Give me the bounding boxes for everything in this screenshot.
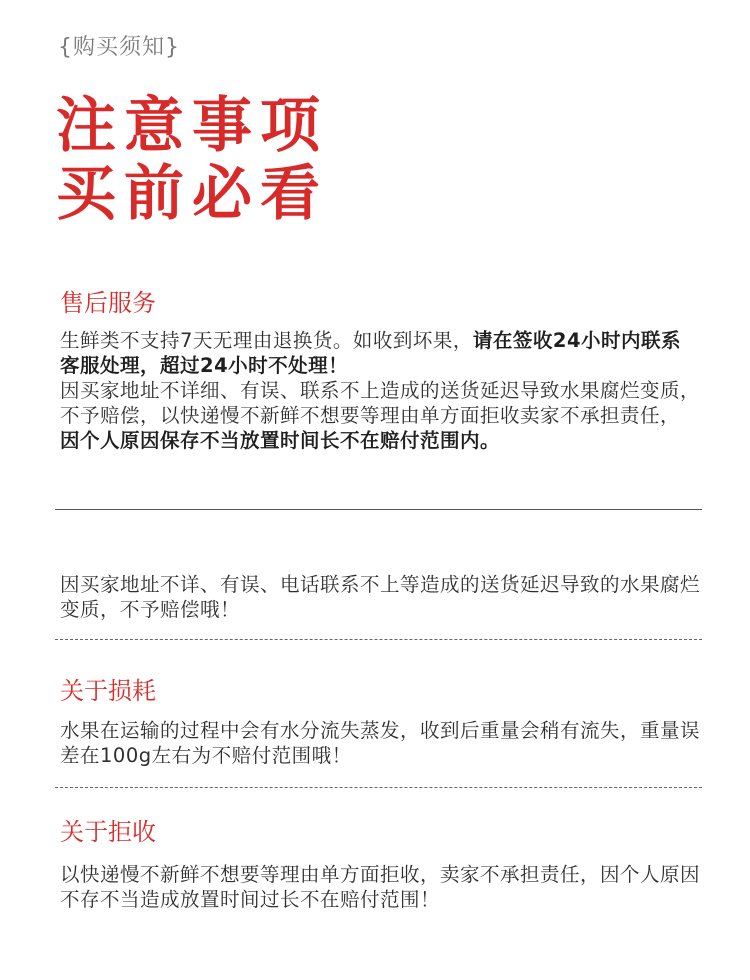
after-sales-paragraph-1 [60,328,700,378]
headline-line-1: 注意事项 [56,91,328,161]
after-sales-p1-text: 生鲜类不支持7天无理由退换货。如收到坏果， [60,329,473,352]
section-title-loss: 关于损耗 [60,677,156,705]
section-title-rejection: 关于拒收 [60,818,156,846]
rejection-text: 以快递慢不新鲜不想要等理由单方面拒收，卖家不承担责任，因个人原因不存不当造成放置时间过长不在赔付范围！ [60,863,701,911]
delivery-notice-text: 因买家地址不详、有误、电话联系不上等造成的送货延迟导致的水果腐烂变质，不予赔偿哦！ [60,573,701,621]
section-title-after-sales: 售后服务 [60,289,156,317]
section-divider-dashed-2 [55,787,702,788]
after-sales-p1-emphasis: 请在签收24小时内联系客服处理，超过24小时不处理！ [60,329,682,377]
after-sales-p2-emphasis: 因个人原因保存不当放置时间长不在赔付范围内。 [60,429,501,452]
after-sales-paragraph-2 [60,378,700,453]
section-divider-solid [55,509,702,510]
headline-line-2: 买前必看 [56,159,328,229]
loss-text: 水果在运输的过程中会有水分流失蒸发，收到后重量会稍有流失，重量误差在100g左右为不赔付范围哦！ [60,719,701,767]
section-divider-dashed-1 [55,639,702,640]
after-sales-p2-text: 因买家地址不详细、有误、联系不上造成的送货延迟导致水果腐烂变质，不予赔偿，以快递慢不新鲜不想要等理由单方面拒收卖家不承担责任， [60,379,701,427]
purchase-notice-tag: {购买须知} [58,35,180,60]
